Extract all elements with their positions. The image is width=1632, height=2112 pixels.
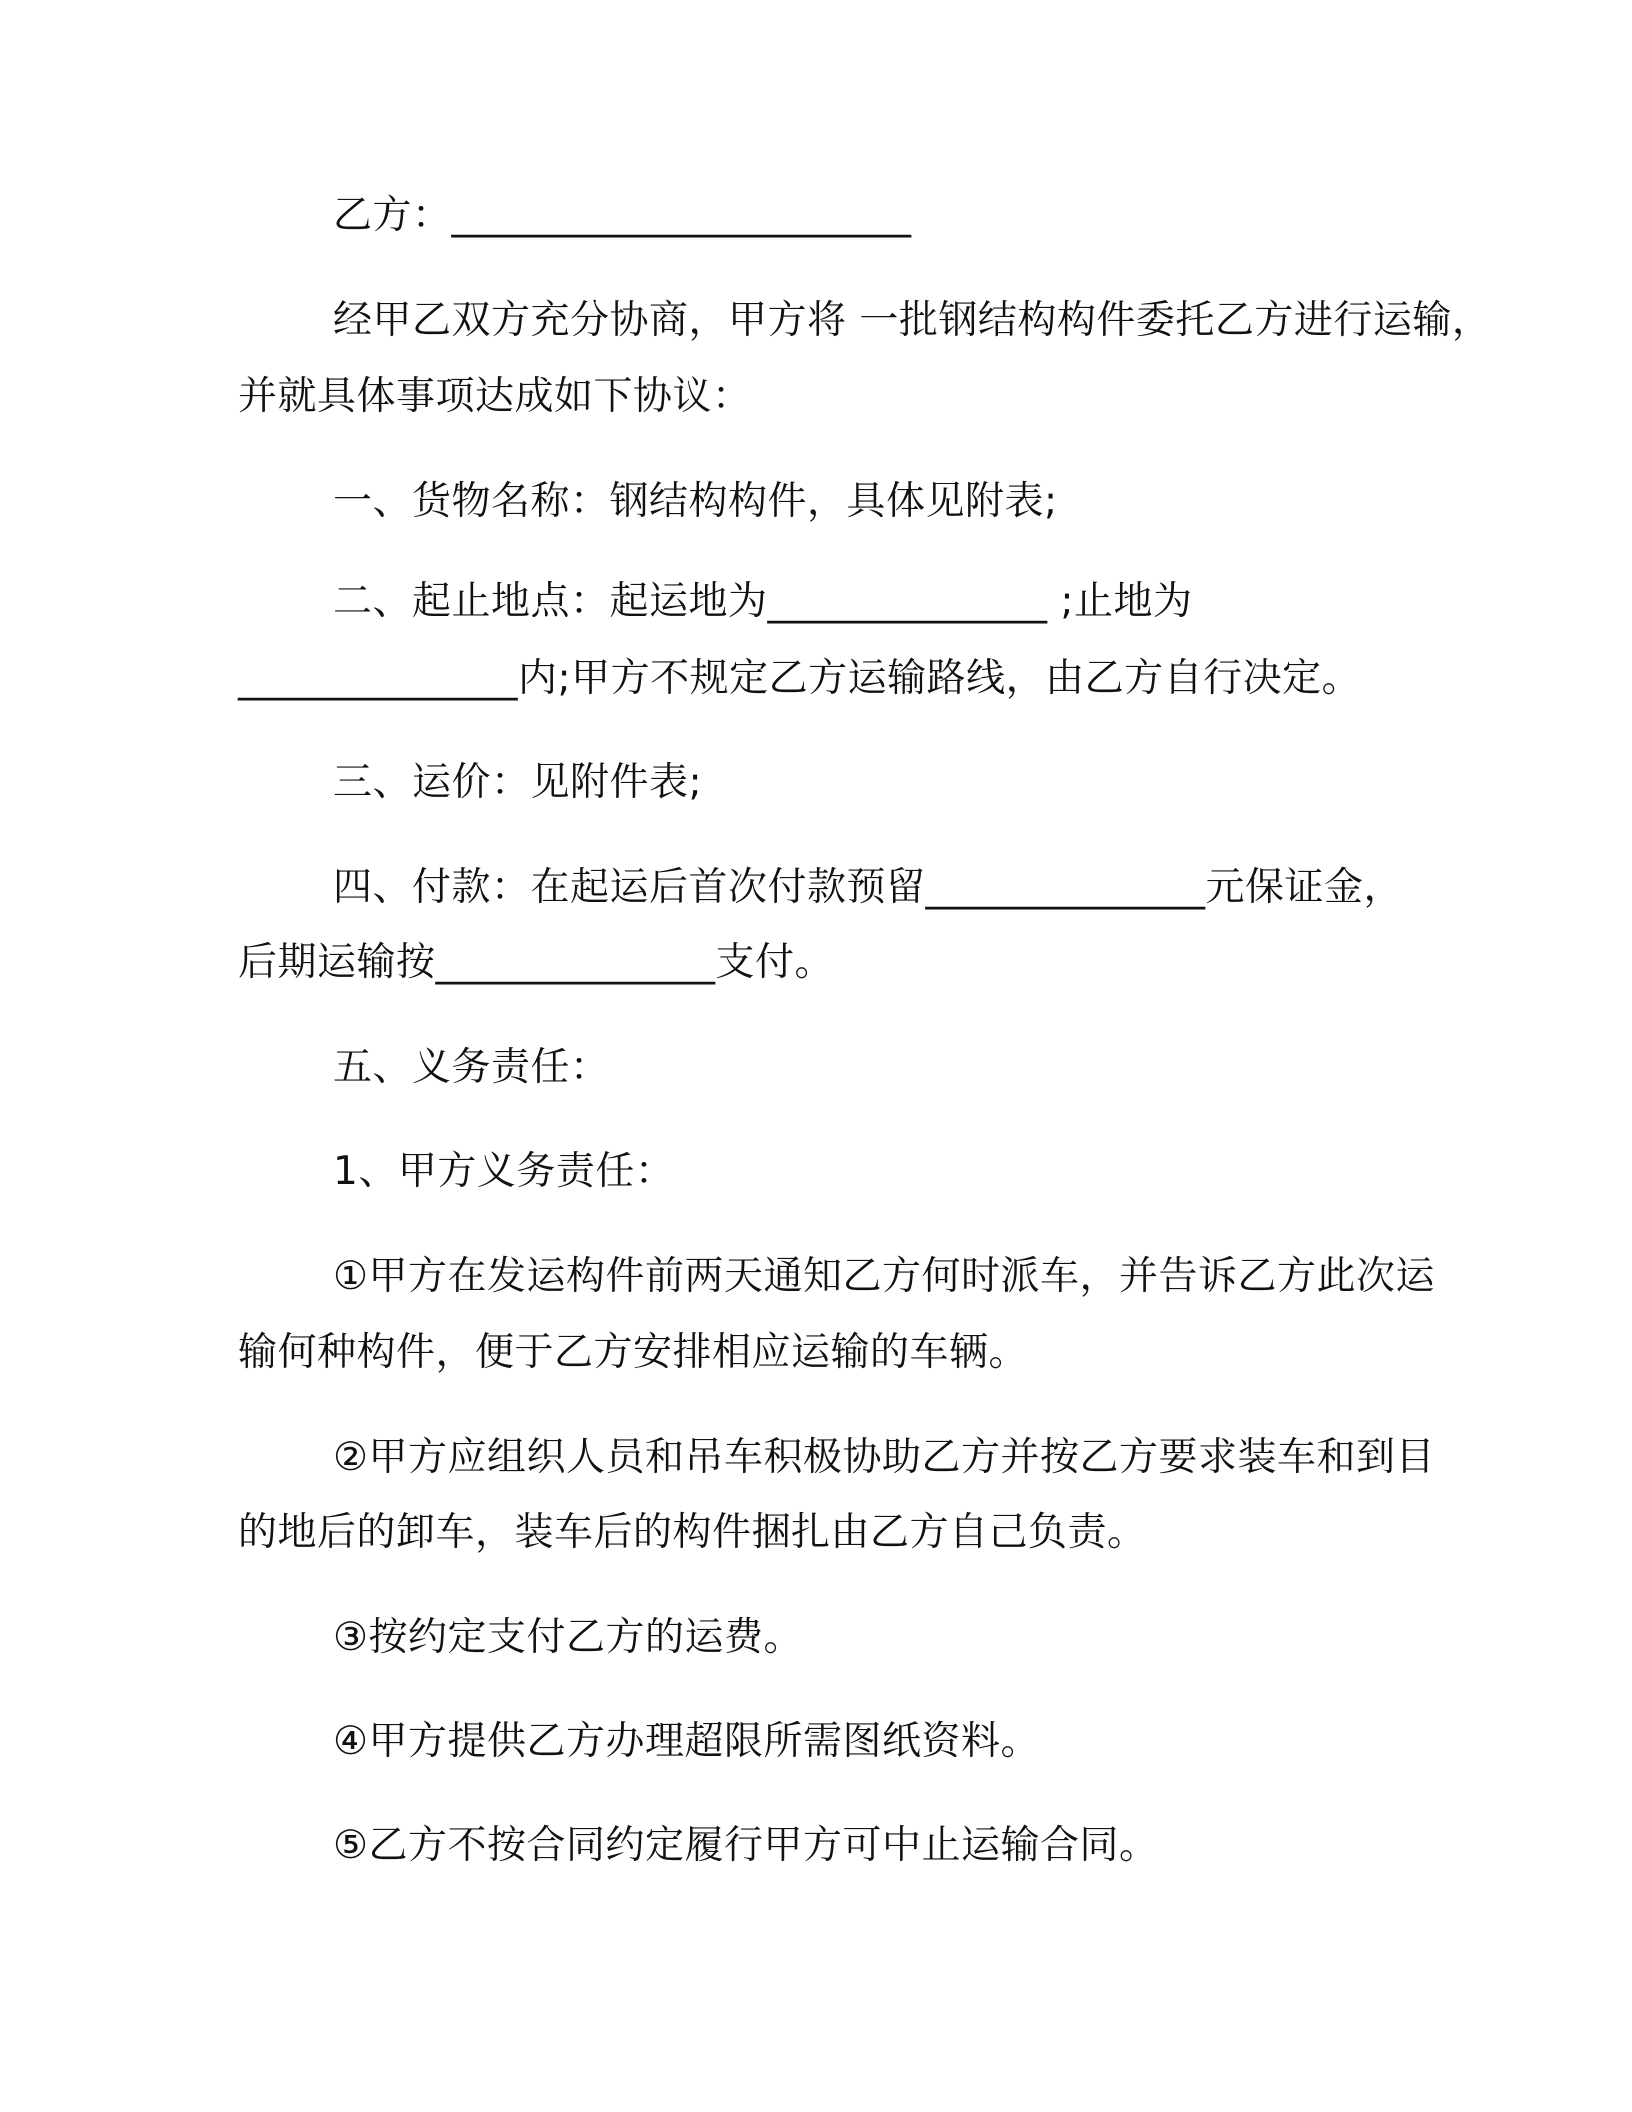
intro-paragraph-line-2: 并就具体事项达成如下协议： [238,374,752,419]
clause-freight-price: 三、运价：见附件表; [333,760,703,805]
obligation-item-5: ⑤乙方不按合同约定履行甲方可中止运输合同。 [333,1823,1159,1868]
party-a-obligations-heading: 1、甲方义务责任： [333,1149,675,1194]
clause-obligations-heading: 五、义务责任： [333,1045,610,1090]
clause-locations-line-2: ______________内;甲方不规定乙方运输路线，由乙方自行决定。 [238,656,1362,701]
obligation-item-2-line-1: ②甲方应组织人员和吊车积极协助乙方并按乙方要求装车和到目 [333,1435,1435,1480]
intro-paragraph-line-1: 经甲乙双方充分协商，甲方将 一批钢结构构件委托乙方进行运输， [333,298,1492,343]
obligation-item-4: ④甲方提供乙方办理超限所需图纸资料。 [333,1719,1040,1764]
party-b-line: 乙方：_______________________ [333,193,912,238]
clause-locations-line-1: 二、起止地点：起运地为______________ ;止地为 [333,579,1193,624]
obligation-item-1-line-2: 输何种构件，便于乙方安排相应运输的车辆。 [238,1330,1029,1375]
clause-payment-line-2: 后期运输按______________支付。 [238,940,835,985]
obligation-item-1-line-1: ①甲方在发运构件前两天通知乙方何时派车，并告诉乙方此次运 [333,1254,1435,1299]
clause-goods-name: 一、货物名称：钢结构构件，具体见附表; [333,479,1058,524]
obligation-item-3: ③按约定支付乙方的运费。 [333,1615,803,1660]
clause-payment-line-1: 四、付款：在起运后首次付款预留______________元保证金， [333,865,1404,910]
obligation-item-2-line-2: 的地后的卸车，装车后的构件捆扎由乙方自己负责。 [238,1510,1147,1555]
